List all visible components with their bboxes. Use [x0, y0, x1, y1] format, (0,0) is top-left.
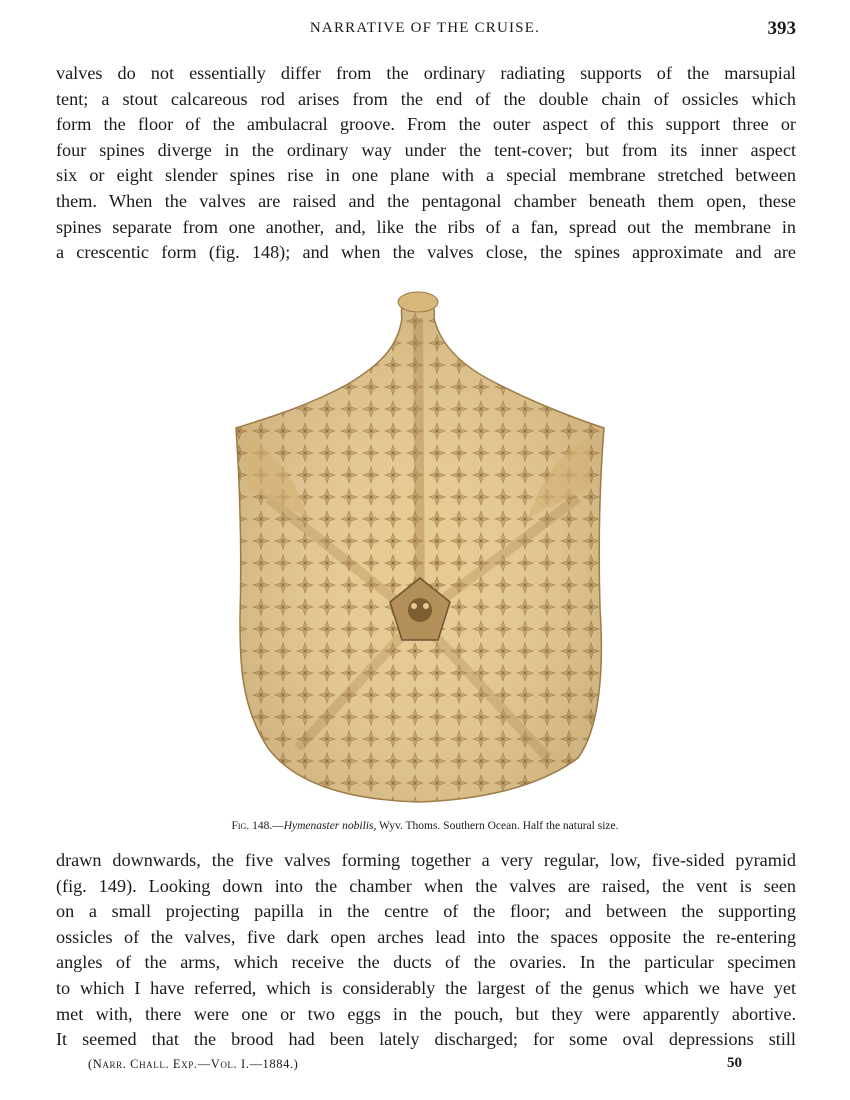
caption-label: Fig. 148.—	[231, 820, 284, 832]
text-line: drawn downwards, the five valves forming together a very regular, low, five-sided pyramid	[56, 850, 796, 870]
top-paragraph	[56, 61, 796, 266]
text-line: tent; a stout calcareous rod arises from the end of the double chain of ossicles which	[56, 88, 796, 109]
signature-line: (Narr. Chall. Exp.—Vol. I.—1884.)	[88, 1057, 299, 1071]
text-line: four spines diverge in the ordinary way under the tent-cover; but from its inner aspect	[56, 139, 796, 160]
text-line: ossicles of the valves, five dark open arches lead into the spaces opposite the re-entering	[56, 926, 796, 947]
text-line: met with, there were one or two eggs in the pouch, but they were apparently abortive.	[56, 1003, 796, 1024]
text-line: angles of the arms, which receive the ducts of the ovaries. In the particular specimen	[56, 952, 796, 973]
text-line: form the floor of the ambulacral groove. From the outer aspect of this support three or	[56, 114, 796, 135]
text-line: six or eight slender spines rise in one plane with a special membrane stretched between	[56, 165, 796, 186]
text-line: them. When the valves are raised and the pentagonal chamber beneath them open, these	[56, 190, 796, 211]
figure-caption	[0, 820, 850, 832]
caption-species: Hymenaster nobilis,	[283, 820, 377, 832]
text-line: on a small projecting papilla in the centre of the floor; and between the supporting	[56, 901, 796, 922]
sheet-number: 50	[727, 1055, 742, 1071]
text-line: a crescentic form (fig. 148); and when the valves close, the spines approximate and are	[56, 242, 796, 263]
text-line: to which I have referred, which is considerably the largest of the genus which we have yet	[56, 977, 796, 998]
page-number: 393	[767, 18, 796, 39]
text-line: spines separate from one another, and, like the ribs of a fan, spread out the membrane in	[56, 216, 796, 237]
text-line: valves do not essentially differ from the ordinary radiating supports of the marsupial	[56, 63, 796, 83]
running-head	[0, 18, 850, 44]
running-title: NARRATIVE OF THE CRUISE.	[309, 20, 541, 36]
starfish-illustration	[228, 288, 610, 808]
text-line: It seemed that the brood had been lately discharged; for some oval depressions still	[56, 1029, 796, 1050]
caption-rest: Wyv. Thoms. Southern Ocean. Half the natural size.	[376, 820, 619, 832]
text-line: (fig. 149). Looking down into the chamber when the valves are raised, the vent is seen	[56, 875, 796, 896]
bottom-paragraph	[56, 848, 796, 1053]
